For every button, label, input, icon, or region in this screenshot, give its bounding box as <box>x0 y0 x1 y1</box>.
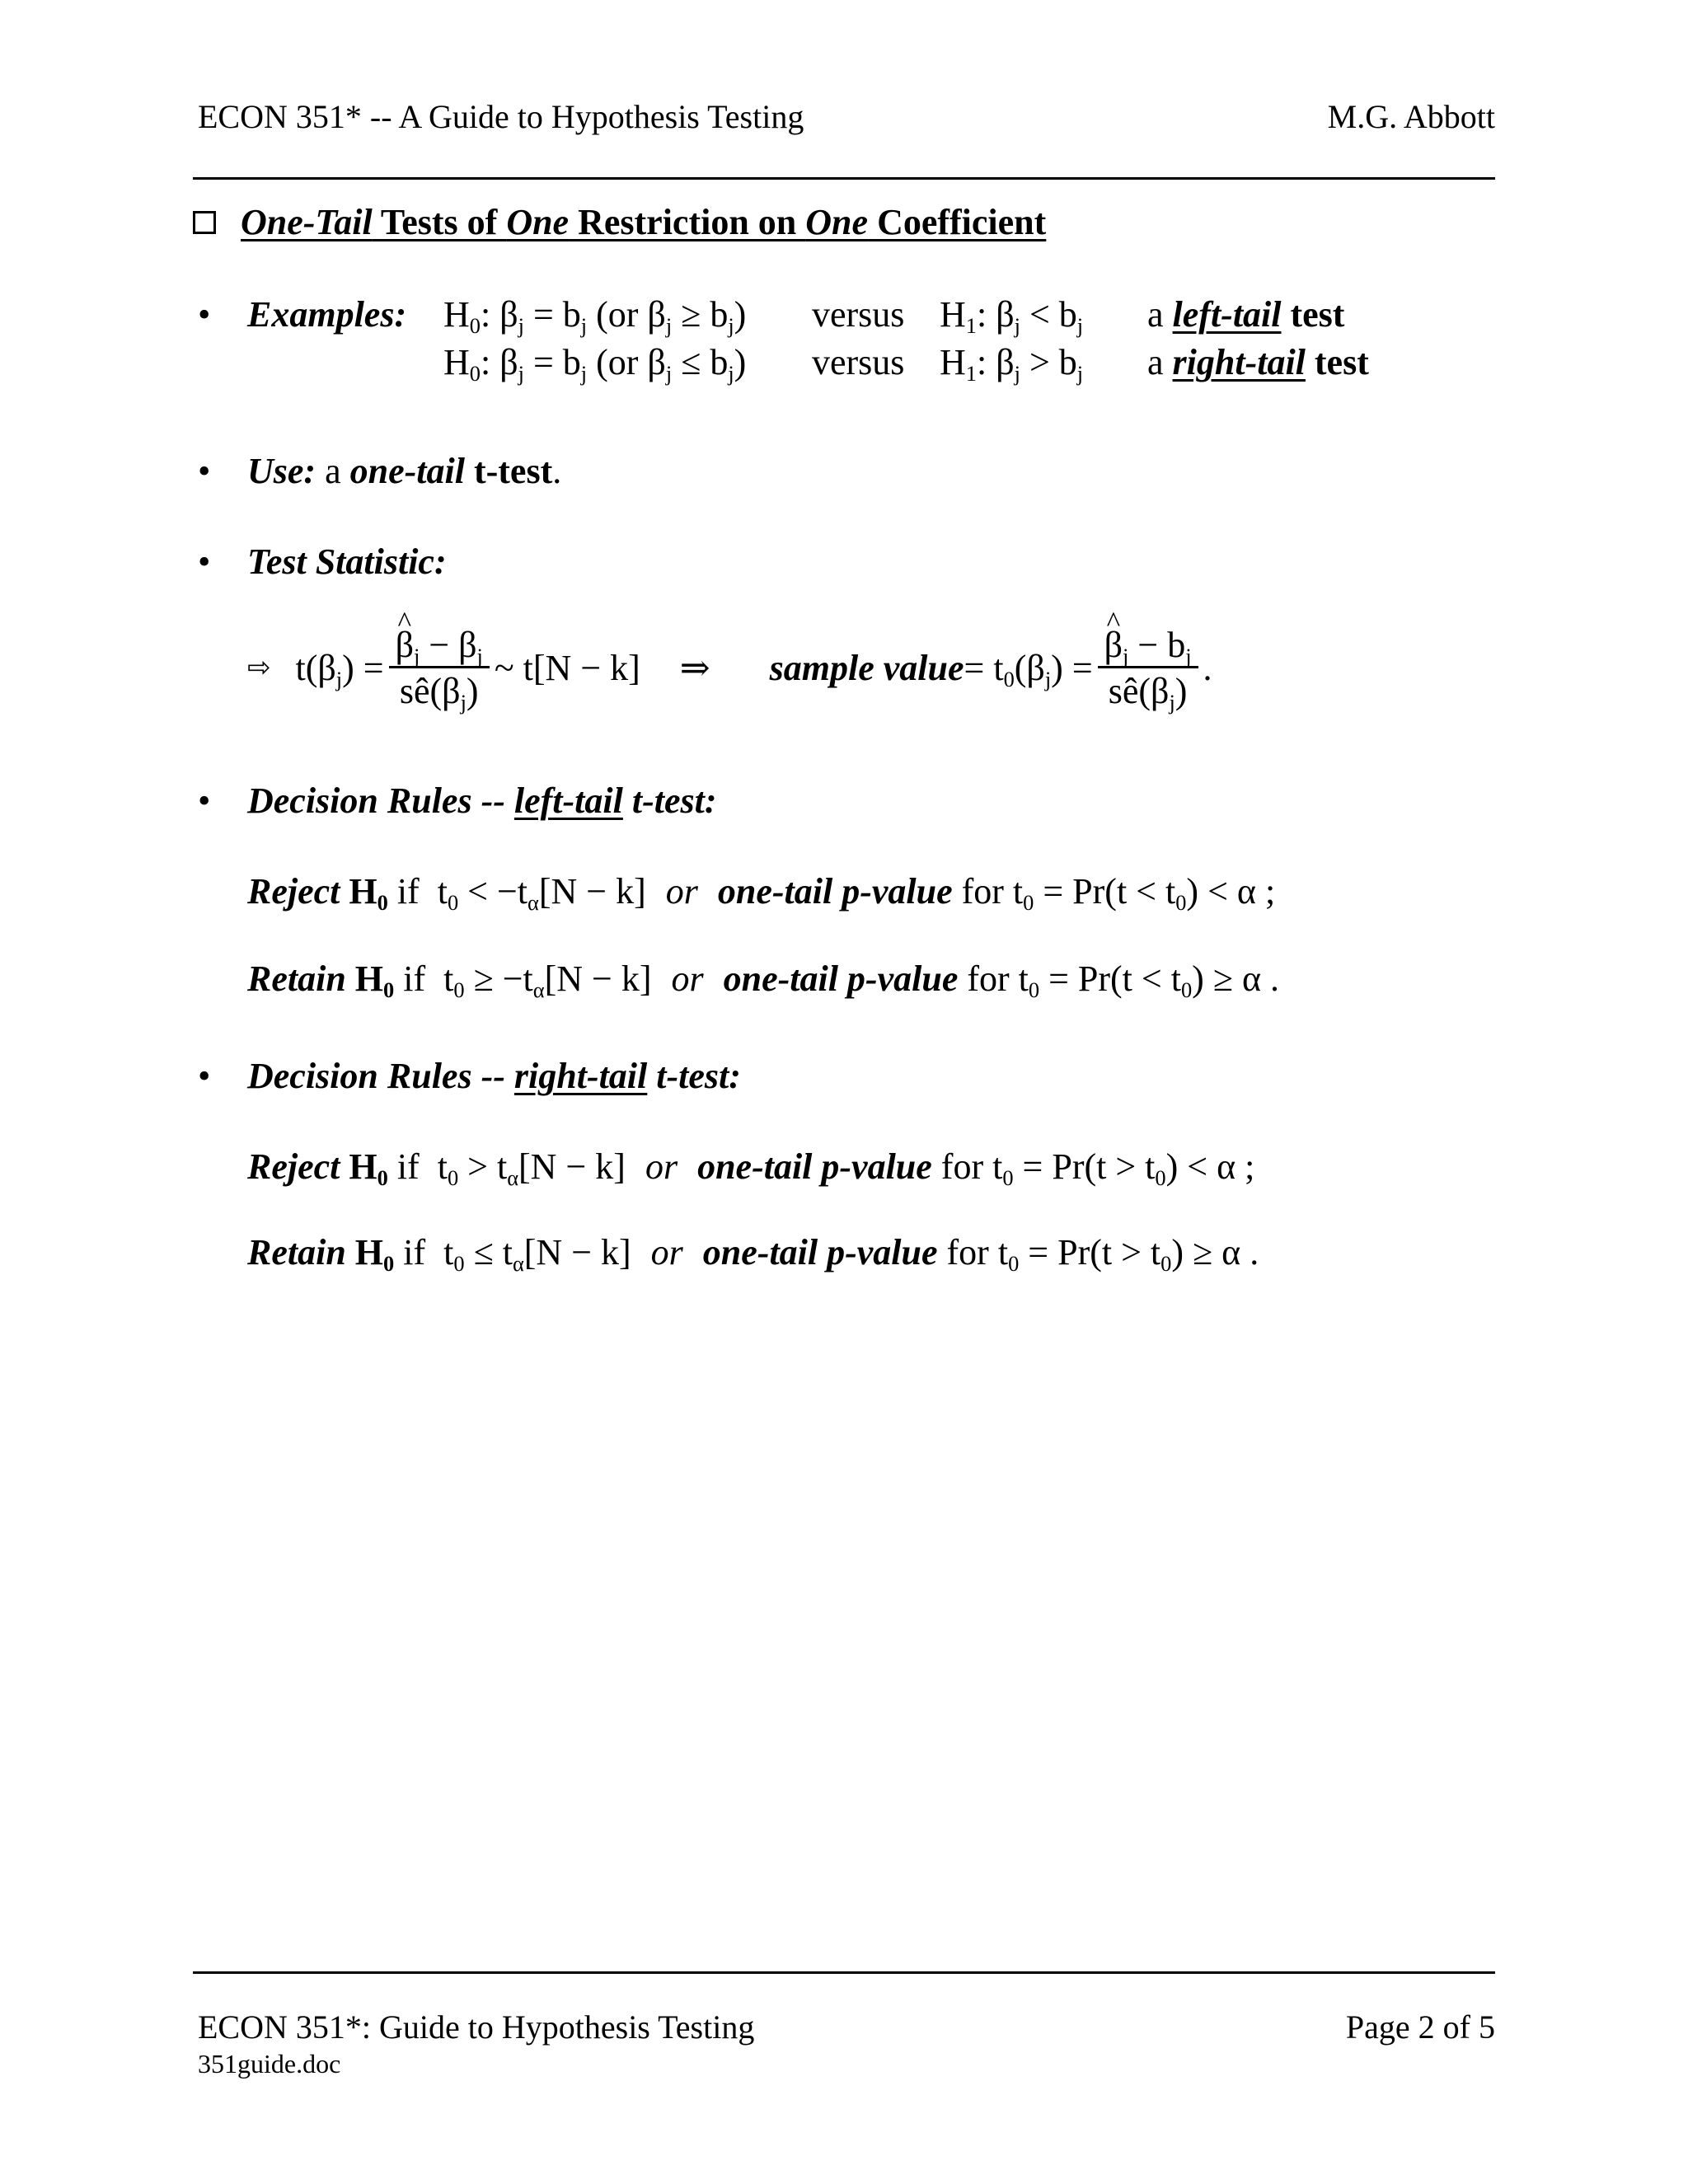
example-right-tail-h1: $H_1$: $\beta_j > b_j$ <box>940 342 1084 386</box>
example-right-tail-desc: a right-tail test <box>1147 342 1369 382</box>
footer-filename: 351guide.doc <box>198 2049 341 2079</box>
left-tail-rules-label: Decision Rules -- left-tail t-test: <box>247 780 717 821</box>
example-left-tail-h1: $H_1$: $\beta_j < b_j$ <box>940 294 1084 338</box>
bullet-icon: • <box>198 1056 211 1096</box>
example-left-tail-desc: a left-tail test <box>1147 294 1345 335</box>
right-tail-retain-rule: Retain $H_0$ if $t_0 \le t_\alpha[N - k]$ or one-tail p-value for $t_0 = Pr(t > t_0) \ge \alpha$ . <box>247 1232 1259 1276</box>
bullet-icon: • <box>198 294 211 335</box>
arrow-right-icon: ⇨ <box>247 651 271 684</box>
right-tail-reject-rule: Reject $H_0$ if $t_0 > t_\alpha[N - k]$ or one-tail p-value for $t_0 = Pr(t > t_0) < \alpha$ ; <box>247 1146 1255 1190</box>
use-line: Use: a one-tail t-test. <box>247 451 562 491</box>
footer-page-number: Page 2 of 5 <box>1345 2008 1495 2046</box>
examples-label: Examples: <box>247 294 407 335</box>
checkbox-icon <box>193 211 216 234</box>
fraction-sample-value: ^ $\frac{\beta_j - b_j}{sê(\beta_j)}$ <box>1098 624 1198 712</box>
test-statistic-formula: ⇨ $t(\beta_j)$ = ^ $\frac{\beta_j - \beta_j}{sê(\beta_j)}$ ~ t[N − k] ⇒ sample value = $t_0(\beta_j)$ = ^ $\frac{\beta_j - b_j}{sê(\beta_j)}$ . <box>247 610 1212 725</box>
header-title: ECON 351* -- A Guide to Hypothesis Testing <box>198 98 804 135</box>
left-tail-reject-rule: Reject $H_0$ if $t_0 < -t_\alpha[N - k]$ or one-tail p-value for $t_0 = Pr(t < t_0) < \alpha$ ; <box>247 871 1276 915</box>
bullet-icon: • <box>198 780 211 821</box>
example-right-tail-h0: $H_0$: $\beta_j = b_j$ (or $\beta_j \le b_j$) <box>443 342 747 386</box>
left-tail-retain-rule: Retain $H_0$ if $t_0 \ge -t_\alpha[N - k]$ or one-tail p-value for $t_0 = Pr(t < t_0) \ge \alpha$ . <box>247 958 1280 1002</box>
test-statistic-label: Test Statistic: <box>247 541 447 582</box>
footer-rule <box>193 1971 1495 1974</box>
header-rule <box>193 177 1495 180</box>
section-title: One-Tail Tests of One Restriction on One Coefficient <box>193 201 1046 243</box>
bullet-icon: • <box>198 541 211 582</box>
bullet-icon: • <box>198 451 211 491</box>
right-tail-rules-label: Decision Rules -- right-tail t-test: <box>247 1056 741 1096</box>
example-right-tail-versus: versus <box>812 342 905 382</box>
fraction-t-stat: ^ $\frac{\beta_j - \beta_j}{sê(\beta_j)}$ <box>389 624 490 712</box>
example-left-tail-h0: $H_0$: $\beta_j = b_j$ (or $\beta_j \ge b_j$) <box>443 294 747 338</box>
example-left-tail-versus: versus <box>812 294 905 335</box>
footer-title: ECON 351*: Guide to Hypothesis Testing <box>198 2008 755 2046</box>
header-author: M.G. Abbott <box>1327 98 1495 135</box>
